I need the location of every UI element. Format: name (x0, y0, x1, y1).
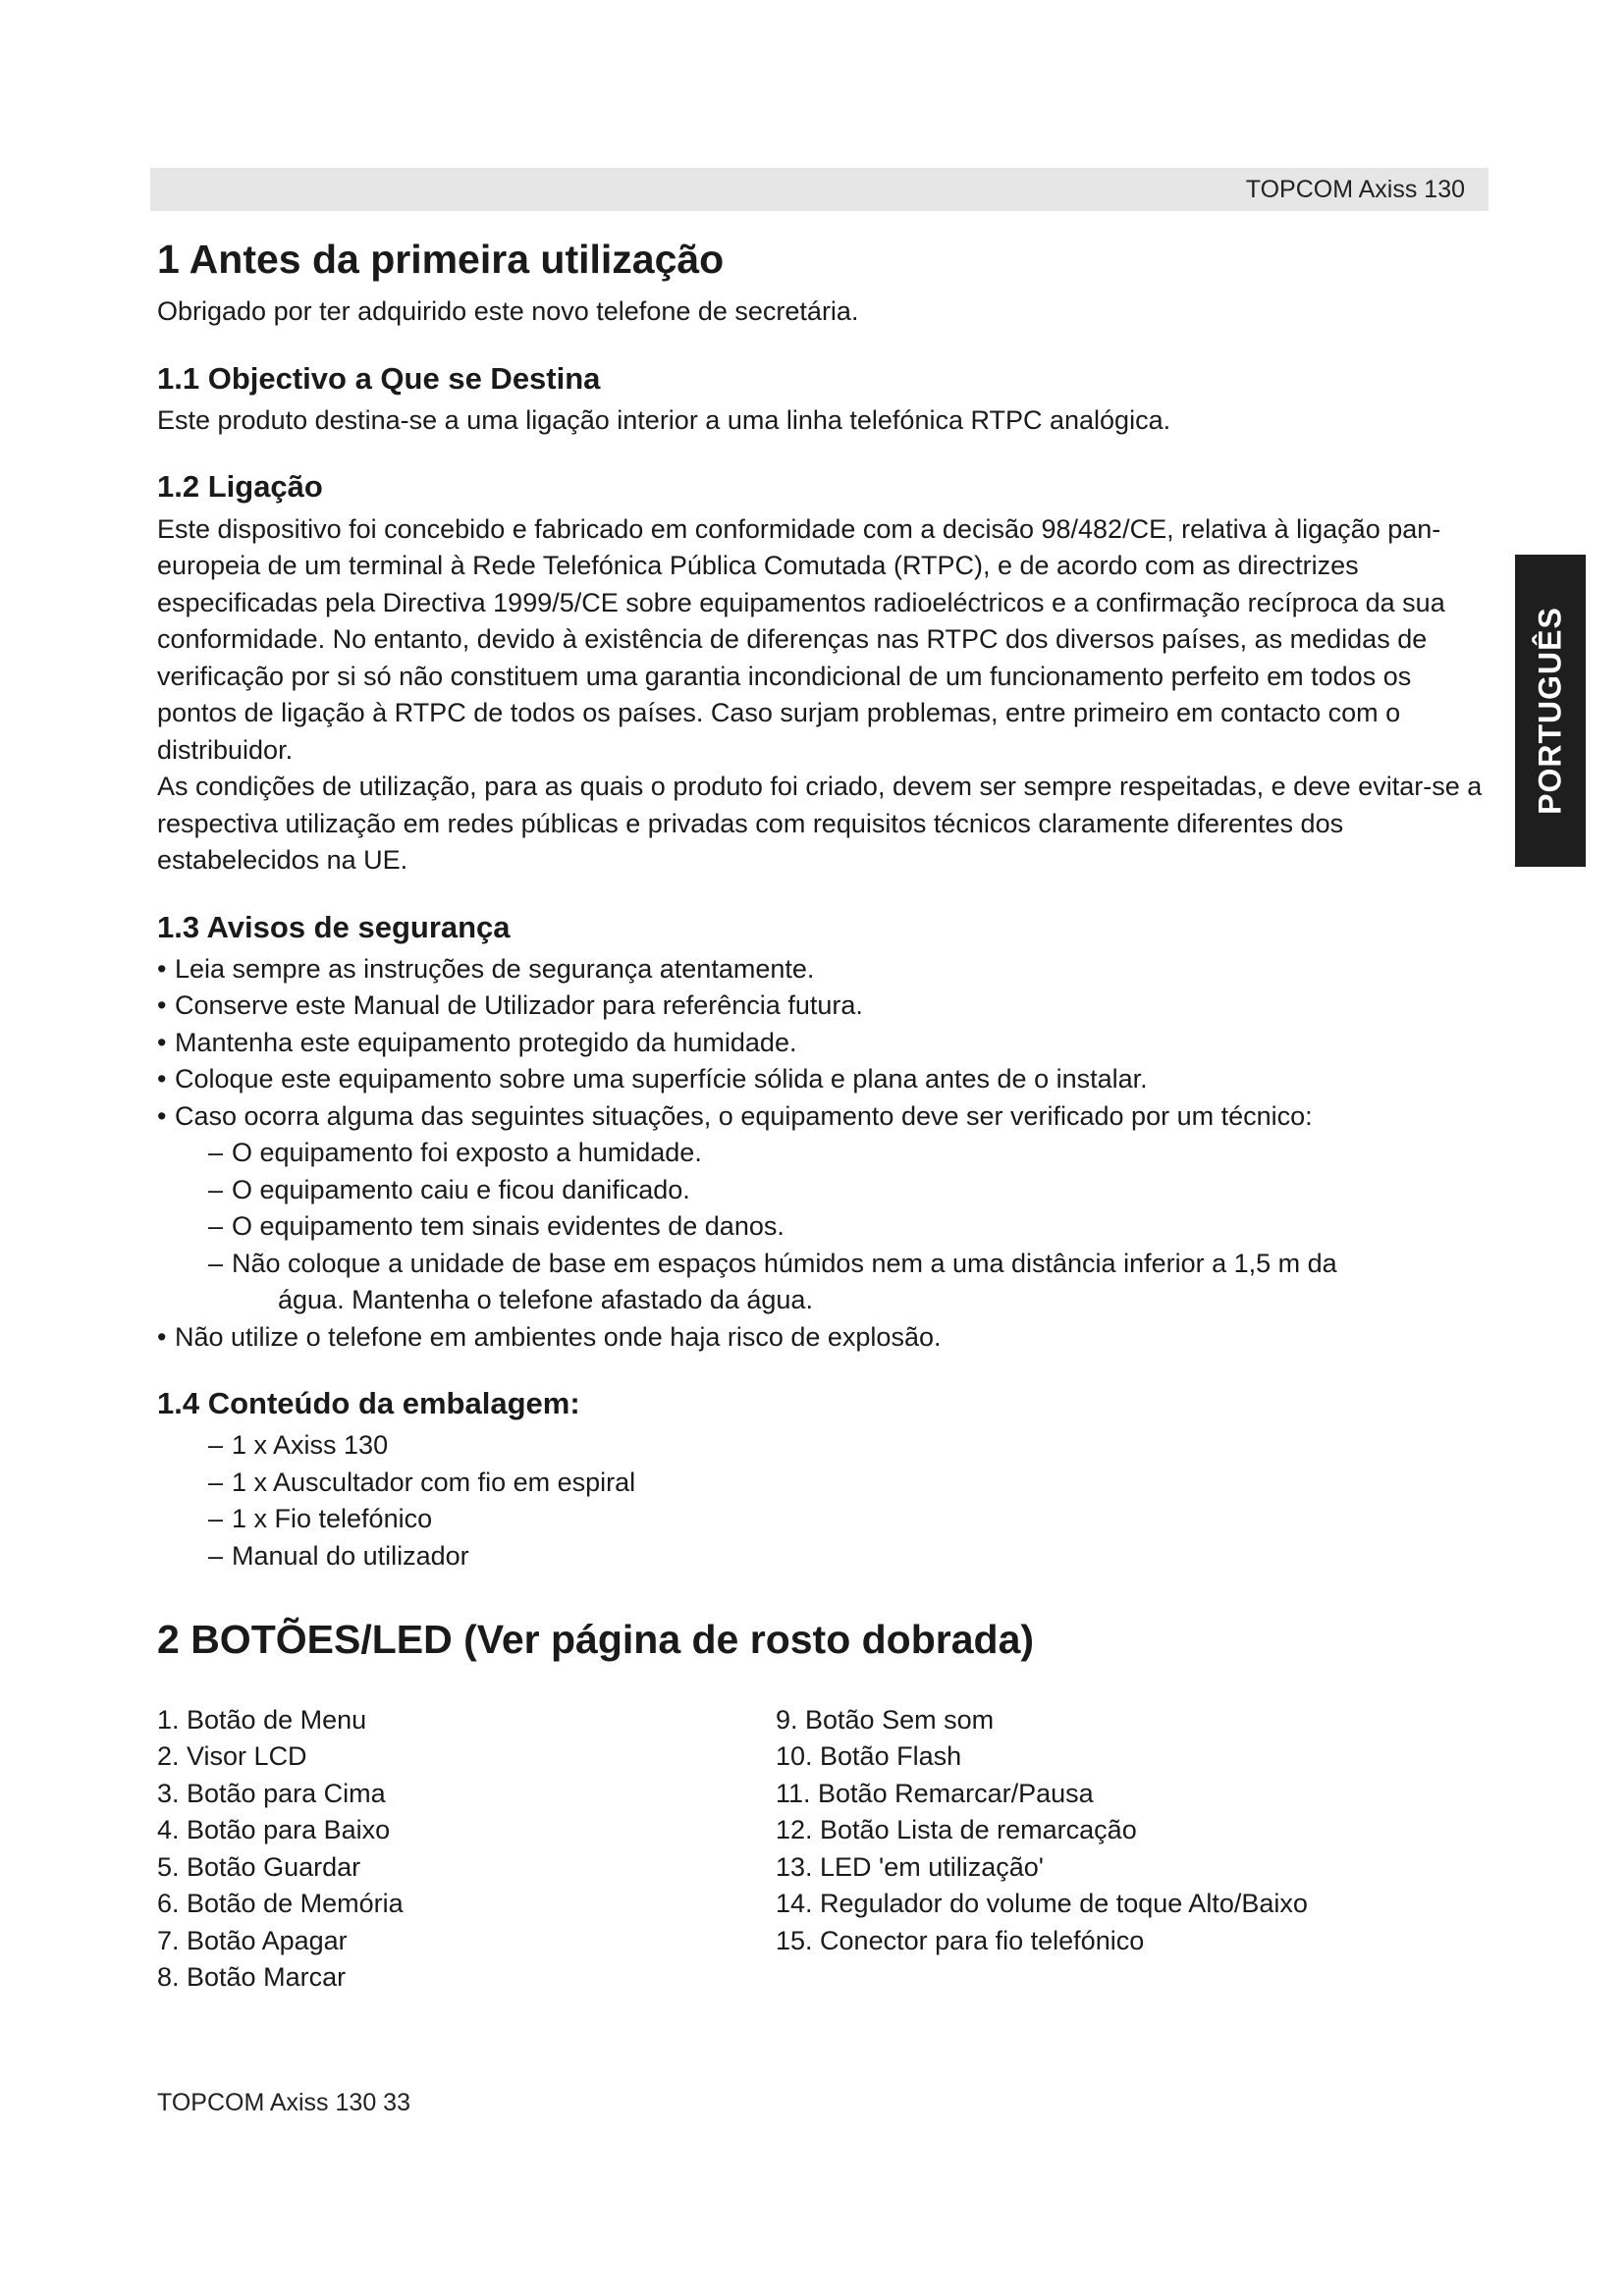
section-1-title: 1 Antes da primeira utilização (157, 237, 725, 282)
section-1-3 (157, 909, 1488, 1357)
running-header (150, 168, 1489, 211)
section-1-4 (157, 1385, 1488, 1575)
safety-item: • Leia sempre as instruções de segurança atentamente. (157, 951, 1488, 988)
button-item: 13. LED 'em utilização' (776, 1851, 1044, 1882)
safety-subitem-continuation: água. Mantenha o telefone afastado da água. (278, 1285, 813, 1315)
button-item: 14. Regulador do volume de toque Alto/Baixo (776, 1889, 1308, 1919)
button-item: 9. Botão Sem som (776, 1704, 995, 1735)
page-footer: TOPCOM Axiss 130 33 (157, 2089, 410, 2116)
button-item: 7. Botão Apagar (157, 1925, 348, 1955)
package-item: – 1 x Fio telefónico (208, 1501, 1488, 1538)
button-item: 1. Botão de Menu (157, 1704, 367, 1735)
package-item: – 1 x Axiss 130 (208, 1427, 1488, 1465)
button-item: 8. Botão Marcar (157, 1962, 347, 1993)
safety-list (157, 951, 1488, 1136)
language-tab (1515, 555, 1586, 867)
buttons-list-right (776, 1702, 1308, 1997)
section-2 (157, 1616, 1488, 1996)
section-1-2-paragraph-2: As condições de utilização, para as quais o produto foi criado, devem ser sempre respeitadas, e deve evitar-se a respectiva utilização em redes públicas e privadas com requisitos técnicos claramente diferentes dos estabelecidos na UE. (157, 772, 1483, 876)
buttons-list (157, 1702, 1488, 1997)
safety-subitem: – O equipamento tem sinais evidentes de danos. (208, 1208, 1488, 1246)
section-1-1 (157, 360, 1488, 440)
button-item: 10. Botão Flash (776, 1741, 962, 1772)
safety-subitem-text: Não coloque a unidade de base em espaços húmidos nem a uma distância inferior a 1,5 m da (232, 1248, 1337, 1278)
safety-subitem: – O equipamento caiu e ficou danificado. (208, 1172, 1488, 1209)
button-item: 2. Visor LCD (157, 1741, 307, 1772)
header-product-name: TOPCOM Axiss 130 (1245, 176, 1465, 203)
section-1-3-title: 1.3 Avisos de segurança (157, 909, 511, 944)
buttons-list-left (157, 1702, 776, 1997)
section-1-intro: Obrigado por ter adquirido este novo telefone de secretária. (157, 296, 859, 327)
button-item: 11. Botão Remarcar/Pausa (776, 1778, 1094, 1808)
safety-item: • Coloque este equipamento sobre uma superfície sólida e plana antes de o instalar. (157, 1061, 1488, 1098)
package-contents-list (157, 1427, 1488, 1575)
button-item: 6. Botão de Memória (157, 1889, 404, 1919)
safety-item: • Mantenha este equipamento protegido da humidade. (157, 1025, 1488, 1062)
button-item: 12. Botão Lista de remarcação (776, 1815, 1137, 1845)
button-item: 4. Botão para Baixo (157, 1815, 391, 1845)
safety-subitem (208, 1246, 1488, 1319)
safety-sublist (157, 1135, 1488, 1319)
section-1-1-text: Este produto destina-se a uma ligação interior a uma linha telefónica RTPC analógica. (157, 404, 1171, 435)
section-1-4-title: 1.4 Conteúdo da embalagem: (157, 1386, 580, 1421)
package-item: – 1 x Auscultador com fio em espiral (208, 1465, 1488, 1502)
safety-item: • Não utilize o telefone em ambientes onde haja risco de explosão. (157, 1319, 1488, 1357)
section-1-2-paragraph-1: Este dispositivo foi concebido e fabricado em conformidade com a decisão 98/482/CE, relativa à ligação pan-europeia de um terminal à Rede Telefónica Pública Comutada (RTPC), e de acordo com as directrizes especificadas pela Directiva 1999/5/CE sobre equipamentos radioeléctricos e a confirmação recíproca da sua conformidade. No entanto, devido à existência de diferenças nas RTPC dos diversos países, as medidas de verificação por si só não constituem uma garantia incondicional de um funcionamento perfeito em todos os pontos de ligação à RTPC de todos os países. Caso surjam problemas, entre primeiro em contacto com o distribuidor. (157, 513, 1445, 765)
page-content (157, 236, 1488, 1997)
section-2-title: 2 BOTÕES/LED (Ver página de rosto dobrada) (157, 1617, 1035, 1663)
package-item: – Manual do utilizador (208, 1538, 1488, 1575)
safety-subitem: – O equipamento foi exposto a humidade. (208, 1135, 1488, 1172)
button-item: 15. Conector para fio telefónico (776, 1925, 1145, 1955)
safety-item: • Conserve este Manual de Utilizador para referência futura. (157, 988, 1488, 1025)
section-1-2 (157, 468, 1488, 879)
button-item: 5. Botão Guardar (157, 1851, 361, 1882)
button-item: 3. Botão para Cima (157, 1778, 386, 1808)
safety-item: • Caso ocorra alguma das seguintes situações, o equipamento deve ser verificado por um técnico: (157, 1098, 1488, 1136)
safety-list-end (157, 1319, 1488, 1357)
section-1-2-title: 1.2 Ligação (157, 469, 323, 505)
language-tab-label: PORTUGUÊS (1532, 607, 1568, 815)
section-1-1-title: 1.1 Objectivo a Que se Destina (157, 360, 601, 396)
